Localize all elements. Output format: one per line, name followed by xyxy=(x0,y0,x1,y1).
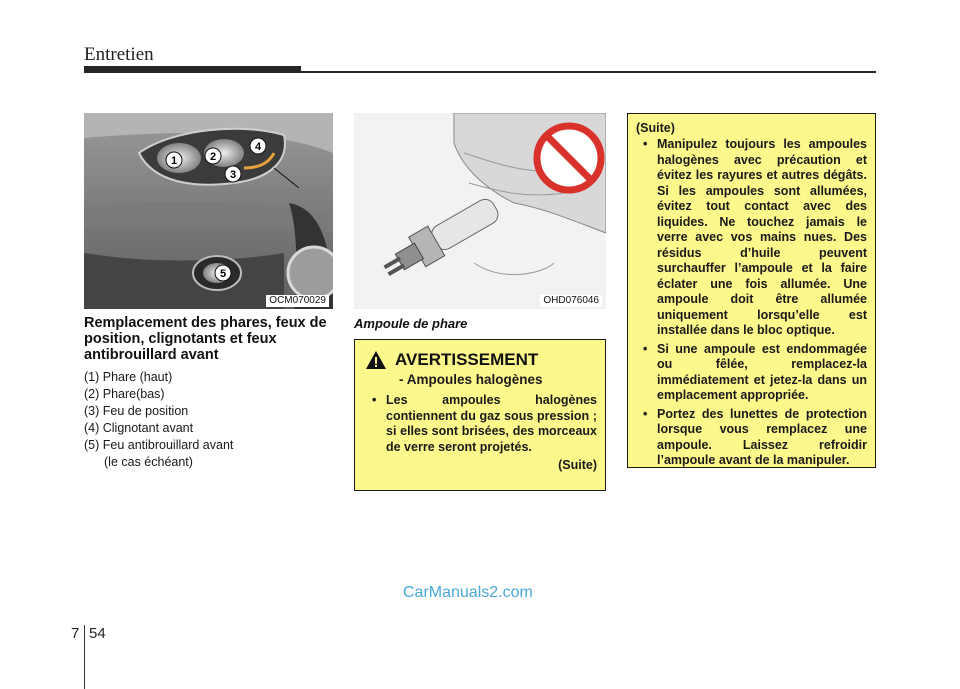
warning-bullet: • Les ampoules halogènes contiennent du gaz sous pression ; si elles sont brisées, des morceaux de verre seront projetés. xyxy=(365,393,597,455)
photo-caption: OHD076046 xyxy=(540,295,602,307)
marker-5 xyxy=(215,265,231,281)
figure-caption: Ampoule de phare xyxy=(354,316,468,331)
warning-bullet: • Si une ampoule est endommagée ou fêlée, remplacez-la immédiatement et jetez-la dans un emplacement appropriée. xyxy=(636,342,867,404)
warning-title-row xyxy=(365,350,597,370)
no-touch-sign-icon xyxy=(537,126,601,190)
marker-3 xyxy=(225,166,241,182)
continued-top-label: (Suite) xyxy=(636,121,675,135)
footer-divider xyxy=(84,625,85,689)
warning-triangle-icon xyxy=(365,350,387,370)
warning-box-continued xyxy=(627,113,876,468)
warning-box xyxy=(354,339,606,491)
svg-text:2: 2 xyxy=(209,151,217,163)
warning-bullet: • Portez des lunettes de protection lorsque vous remplacez une ampoule. Laissez refroidir l’ampoule avant de la manipuler. xyxy=(636,407,867,469)
marker-2 xyxy=(205,148,221,164)
svg-text:5: 5 xyxy=(219,268,227,280)
watermark-link[interactable]: CarManuals2.com xyxy=(403,584,533,601)
svg-text:3: 3 xyxy=(229,169,237,181)
list-item: (3) Feu de position xyxy=(84,404,189,418)
svg-text:4: 4 xyxy=(254,141,262,153)
header-rule-thick xyxy=(84,66,301,73)
warning-bullet: • Manipulez toujours les ampoules halogènes avec précaution et évitez les rayures et autres dégâts. Si les ampoules sont allumées, évitez tout contact avec des liquides. Ne touchez jamais le verre avec vos mains nues. Des résidus d’huile peuvent surchauffer l’ampoule et la faire éclater une fois allumée. Une ampoule doit être allumée uniquement lorsqu’elle est installée dans le bloc optique. xyxy=(636,137,867,339)
marker-1 xyxy=(166,152,182,168)
warning-title: AVERTISSEMENT xyxy=(395,350,539,369)
warning-bullets xyxy=(365,393,597,455)
header-rule-thin xyxy=(301,71,876,73)
continued-label: (Suite) xyxy=(558,458,597,472)
svg-text:1: 1 xyxy=(170,155,178,167)
page-number: 54 xyxy=(89,625,106,642)
left-heading: Remplacement des phares, feux de position, clignotants et feux antibrouillard avant xyxy=(84,315,327,363)
bulb-handling-photo xyxy=(354,113,606,309)
warning-bullets xyxy=(636,137,867,469)
list-item: (2) Phare(bas) xyxy=(84,387,165,401)
warning-subtitle: - Ampoules halogènes xyxy=(399,372,543,387)
list-item: (1) Phare (haut) xyxy=(84,370,173,384)
list-item: (5) Feu antibrouillard avant xyxy=(84,438,234,452)
list-item: (le cas échéant) xyxy=(104,455,193,469)
list-item: (4) Clignotant avant xyxy=(84,421,194,435)
photo-caption: OCM070029 xyxy=(266,295,329,307)
section-title: Entretien xyxy=(84,44,154,65)
marker-4 xyxy=(250,138,266,154)
chapter-number: 7 xyxy=(71,625,80,642)
car-headlight-photo xyxy=(84,113,333,309)
parts-list xyxy=(84,369,334,471)
